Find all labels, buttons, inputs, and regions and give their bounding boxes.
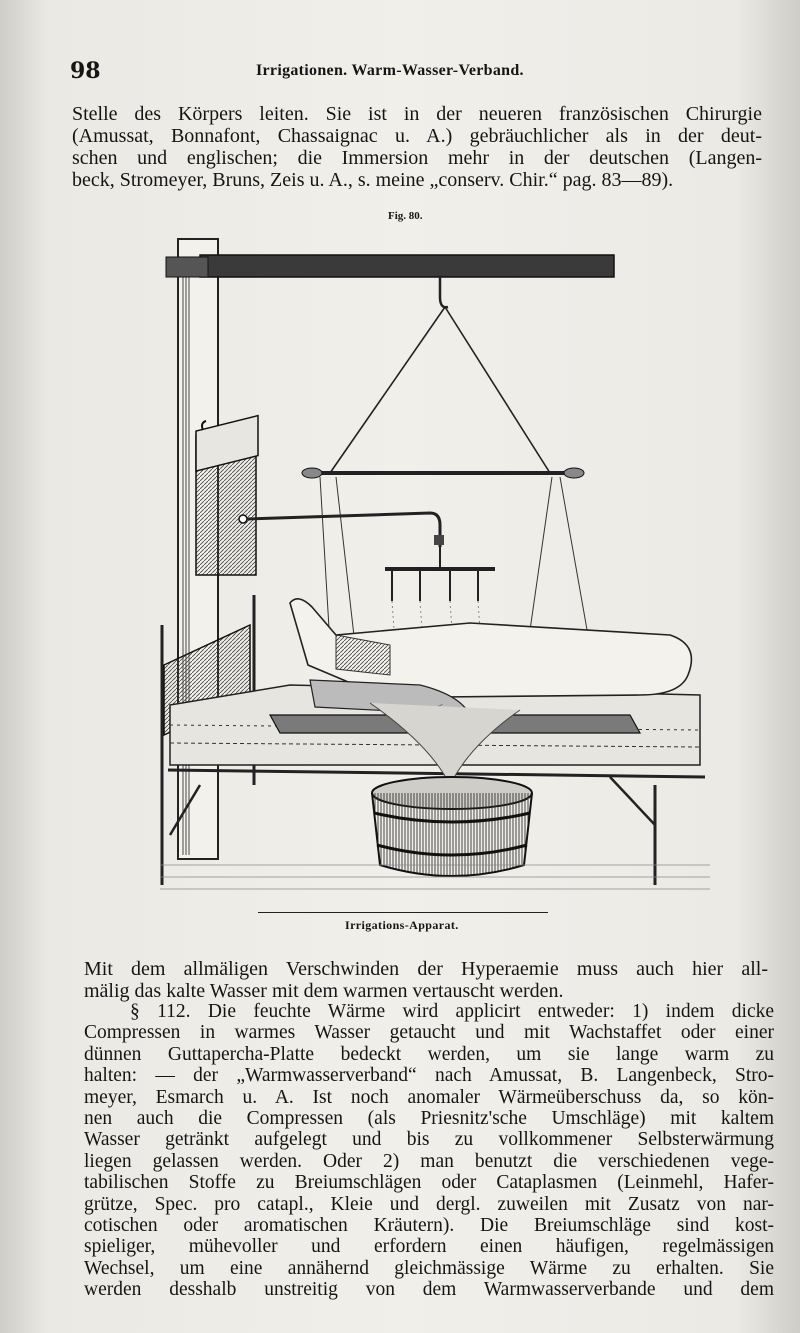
text-line: schen und englischen; die Immersion mehr in der deutschen (Langen-: [72, 147, 762, 169]
figure-caption: Irrigations-Apparat.: [345, 918, 459, 932]
text-line: grütze, Spec. pro catapl., Kleie und dergl. zuweilen mit Zusatz von nar-: [84, 1193, 774, 1215]
page-header: [70, 58, 760, 88]
irrigation-apparatus-illustration: [140, 225, 720, 915]
text-line: Mit dem allmäligen Verschwinden der Hyperaemie muss auch hier all-: [84, 958, 768, 980]
figure-label: Fig. 80.: [388, 210, 423, 222]
running-title: Irrigationen. Warm-Wasser-Verband.: [256, 62, 524, 79]
figure-illustration: [140, 225, 720, 915]
text-line: Wechsel, um eine annähernd gleichmässige Wärme zu erhalten. Sie: [84, 1257, 774, 1279]
text-line: cotischen oder aromatischen Kräutern). Die Breiumschläge sind kost-: [84, 1215, 774, 1237]
text-line: werden desshalb unstreitig von dem Warmwasserverbande und dem: [84, 1279, 774, 1301]
text-line: spieliger, mühevoller und erfordern einen häufigen, regelmässigen: [84, 1236, 774, 1258]
body-paragraph-2: [84, 1001, 774, 1301]
text-line: tabilischen Stoffe zu Breiumschlägen oder Cataplasmen (Leinmehl, Hafer-: [84, 1172, 774, 1194]
text-line: mälig das kalte Wasser mit dem warmen vertauscht werden.: [84, 980, 564, 1002]
text-line: § 112. Die feuchte Wärme wird applicirt entweder: 1) indem dicke: [130, 1001, 774, 1022]
text-line: (Amussat, Bonnafont, Chassaignac u. A.) gebräuchlicher als in der deut-: [72, 125, 762, 147]
page-number: 98: [70, 58, 101, 84]
text-line: Stelle des Körpers leiten. Sie ist in der neueren französischen Chirurgie: [72, 103, 762, 125]
text-line: halten: — der „Warmwasserverband“ nach Amussat, B. Langenbeck, Stro-: [84, 1065, 774, 1087]
figure-rule: [258, 912, 548, 913]
text-line: beck, Stromeyer, Bruns, Zeis u. A., s. meine „conserv. Chir.“ pag. 83—89).: [72, 169, 674, 191]
body-paragraph-1: [84, 958, 768, 1002]
text-line: Compressen in warmes Wasser getaucht und mit Wachstaffet oder einer: [84, 1022, 774, 1044]
text-line: nen auch die Compressen (als Priesnitz'sche Umschläge) mit kaltem: [84, 1108, 774, 1130]
text-line: dünnen Guttapercha-Platte bedeckt werden, um sie lange warm zu: [84, 1043, 774, 1065]
text-line: liegen gelassen werden. Oder 2) man benutzt die verschiedenen vege-: [84, 1150, 774, 1172]
text-line: Wasser getränkt aufgelegt und bis zu vollkommener Selbsterwärmung: [84, 1129, 774, 1151]
text-line: meyer, Esmarch u. A. Ist noch anomaler Wärmeüberschuss da, so kön-: [84, 1086, 774, 1108]
top-paragraph: [72, 103, 762, 191]
